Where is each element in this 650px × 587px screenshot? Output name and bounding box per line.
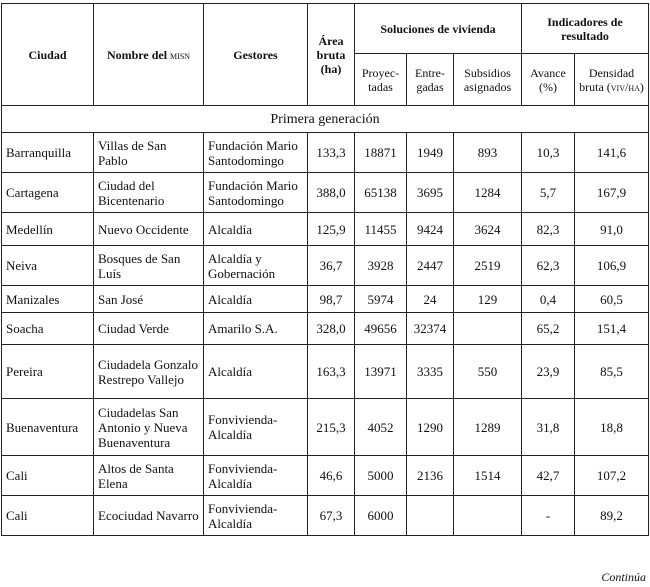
cell-avance: 62,3 (522, 246, 575, 286)
cell-densidad: 106,9 (575, 246, 649, 286)
cell-nombre: Ciudad del Bicentenario (94, 173, 204, 213)
cell-proyectadas: 65138 (355, 173, 407, 213)
cell-nombre: Ciudadelas San Antonio y Nueva Buenaventura (94, 399, 204, 456)
cell-gestores: Alcaldía (204, 213, 308, 246)
header-nombre (94, 4, 204, 106)
cell-ciudad: Neiva (2, 246, 94, 286)
cell-area: 36,7 (308, 246, 355, 286)
cell-ciudad: Cartagena (2, 173, 94, 213)
cell-nombre: San José (94, 286, 204, 313)
cell-proyectadas: 4052 (355, 399, 407, 456)
cell-ciudad: Manizales (2, 286, 94, 313)
cell-avance: 10,3 (522, 133, 575, 173)
cell-gestores: Alcaldía (204, 345, 308, 399)
cell-densidad: 85,5 (575, 345, 649, 399)
cell-area: 125,9 (308, 213, 355, 246)
cell-ciudad: Pereira (2, 345, 94, 399)
cell-nombre: Villas de San Pablo (94, 133, 204, 173)
header-subsidios: Subsidios asignados (454, 54, 522, 106)
cell-proyectadas: 18871 (355, 133, 407, 173)
header-densidad-text: Densidad bruta (579, 65, 635, 94)
table-row (2, 313, 649, 345)
cell-gestores: Amarilo S.A. (204, 313, 308, 345)
cell-proyectadas: 11455 (355, 213, 407, 246)
cell-area: 98,7 (308, 286, 355, 313)
cell-densidad: 151,4 (575, 313, 649, 345)
cell-proyectadas: 13971 (355, 345, 407, 399)
cell-subsidios: 1284 (454, 173, 522, 213)
cell-avance: - (522, 496, 575, 536)
table-row (2, 456, 649, 496)
cell-nombre: Ciudad Verde (94, 313, 204, 345)
table-row (2, 213, 649, 246)
cell-proyectadas: 3928 (355, 246, 407, 286)
cell-avance: 65,2 (522, 313, 575, 345)
cell-avance: 31,8 (522, 399, 575, 456)
cell-ciudad: Barranquilla (2, 133, 94, 173)
cell-proyectadas: 5974 (355, 286, 407, 313)
cell-subsidios: 2519 (454, 246, 522, 286)
header-indicadores: Indicadores de resultado (522, 4, 649, 54)
section-row (2, 106, 649, 133)
table-body (2, 106, 649, 536)
header-nombre-abbrev: misn (170, 47, 191, 62)
cell-entregadas: 2447 (407, 246, 454, 286)
header-entregadas: Entre-gadas (407, 54, 454, 106)
table-row (2, 496, 649, 536)
table-row (2, 173, 649, 213)
cell-entregadas: 3335 (407, 345, 454, 399)
cell-densidad: 18,8 (575, 399, 649, 456)
cell-nombre: Ecociudad Navarro (94, 496, 204, 536)
header-proyectadas: Proyec-tadas (355, 54, 407, 106)
cell-densidad: 60,5 (575, 286, 649, 313)
cell-ciudad: Medellín (2, 213, 94, 246)
cell-avance: 0,4 (522, 286, 575, 313)
cell-entregadas (407, 496, 454, 536)
cell-ciudad: Cali (2, 456, 94, 496)
cell-ciudad: Cali (2, 496, 94, 536)
table-row (2, 286, 649, 313)
cell-avance: 42,7 (522, 456, 575, 496)
cell-gestores: Alcaldía y Gobernación (204, 246, 308, 286)
cell-gestores: Alcaldía (204, 286, 308, 313)
housing-table (1, 3, 649, 536)
cell-avance: 23,9 (522, 345, 575, 399)
cell-gestores: Fundación Mario Santodomingo (204, 133, 308, 173)
cell-gestores: Fundación Mario Santodomingo (204, 173, 308, 213)
cell-gestores: Fonvivienda-Alcaldía (204, 496, 308, 536)
cell-entregadas: 2136 (407, 456, 454, 496)
cell-entregadas: 1949 (407, 133, 454, 173)
cell-ciudad: Buenaventura (2, 399, 94, 456)
cell-proyectadas: 5000 (355, 456, 407, 496)
table-row (2, 399, 649, 456)
cell-area: 328,0 (308, 313, 355, 345)
cell-area: 67,3 (308, 496, 355, 536)
cell-area: 133,3 (308, 133, 355, 173)
cell-subsidios (454, 496, 522, 536)
table-row (2, 133, 649, 173)
cell-area: 215,3 (308, 399, 355, 456)
cell-densidad: 167,9 (575, 173, 649, 213)
cell-entregadas: 24 (407, 286, 454, 313)
header-ciudad: Ciudad (2, 4, 94, 106)
cell-subsidios: 550 (454, 345, 522, 399)
header-nombre-text: Nombre del (106, 47, 168, 62)
cell-area: 46,6 (308, 456, 355, 496)
cell-area: 163,3 (308, 345, 355, 399)
header-area: Área bruta (ha) (308, 4, 355, 106)
cell-densidad: 91,0 (575, 213, 649, 246)
cell-entregadas: 9424 (407, 213, 454, 246)
cell-ciudad: Soacha (2, 313, 94, 345)
table-row (2, 345, 649, 399)
cell-subsidios: 3624 (454, 213, 522, 246)
cell-subsidios: 893 (454, 133, 522, 173)
header-avance: Avance (%) (522, 54, 575, 106)
header-soluciones: Soluciones de vivienda (355, 4, 522, 54)
cell-subsidios: 129 (454, 286, 522, 313)
header-densidad-unit: (viv/ha) (606, 79, 644, 94)
table-row (2, 246, 649, 286)
cell-proyectadas: 6000 (355, 496, 407, 536)
cell-gestores: Fonvivienda-Alcaldía (204, 399, 308, 456)
cell-nombre: Ciudadela Gonzalo Restrepo Vallejo (94, 345, 204, 399)
cell-densidad: 89,2 (575, 496, 649, 536)
cell-subsidios: 1514 (454, 456, 522, 496)
cell-entregadas: 1290 (407, 399, 454, 456)
cell-avance: 82,3 (522, 213, 575, 246)
cell-avance: 5,7 (522, 173, 575, 213)
cell-nombre: Bosques de San Luís (94, 246, 204, 286)
cell-entregadas: 3695 (407, 173, 454, 213)
cell-gestores: Fonvivienda-Alcaldía (204, 456, 308, 496)
cell-subsidios (454, 313, 522, 345)
section-title: Primera generación (2, 106, 649, 133)
header-gestores: Gestores (204, 4, 308, 106)
cell-nombre: Nuevo Occidente (94, 213, 204, 246)
header-densidad (575, 54, 649, 106)
cell-densidad: 107,2 (575, 456, 649, 496)
cell-entregadas: 32374 (407, 313, 454, 345)
continua-note: Continúa (601, 570, 646, 584)
cell-densidad: 141,6 (575, 133, 649, 173)
cell-subsidios: 1289 (454, 399, 522, 456)
cell-area: 388,0 (308, 173, 355, 213)
cell-nombre: Altos de Santa Elena (94, 456, 204, 496)
cell-proyectadas: 49656 (355, 313, 407, 345)
